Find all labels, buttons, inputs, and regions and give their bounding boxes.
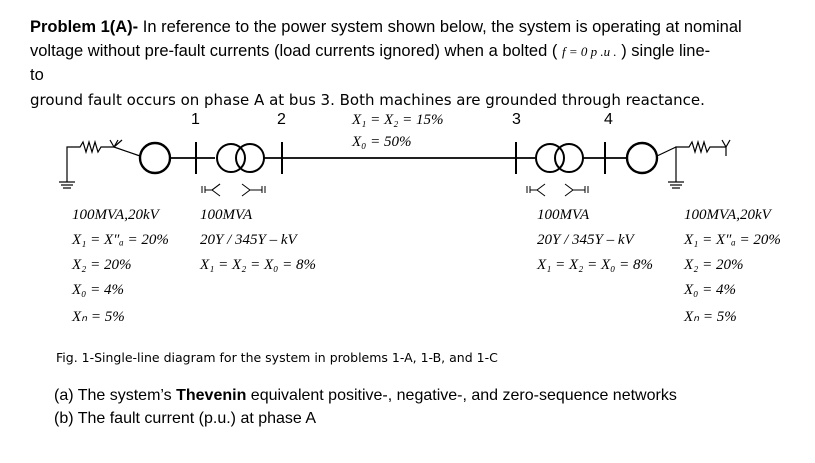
line-x0: X₀ = 50%: [352, 134, 412, 150]
problem-line-1-text: In reference to the power system shown below, the system is operating at nominal: [138, 18, 742, 36]
right-transformer-icon: [536, 144, 583, 172]
tx-left-reactance: X₁ = X₂ = X₀ = 8%: [200, 257, 316, 273]
question-a: [54, 387, 677, 405]
tx-right-voltage: 20Y / 345Y – kV: [537, 232, 634, 248]
right-neutral-reactor-icon: [657, 140, 730, 170]
gen-left-rating: 100MVA,20kV: [72, 207, 159, 223]
tx-left-voltage: 20Y / 345Y – kV: [200, 232, 297, 248]
gen-left-x2: X₂ = 20%: [72, 257, 132, 273]
problem-line-3: to: [30, 66, 44, 84]
left-yy-symbol-icon: [202, 184, 265, 196]
bus-2-label: 2: [277, 111, 286, 128]
question-a-prefix: (a) The system’s: [54, 387, 177, 404]
question-a-suffix: equivalent positive-, negative-, and zero-sequence networks: [246, 387, 677, 404]
tx-left-rating: 100MVA: [200, 207, 253, 223]
right-yy-symbol-icon: [527, 184, 588, 196]
bus-1-label: 1: [191, 111, 200, 128]
left-ground-icon: [59, 158, 75, 188]
right-generator-icon: [627, 143, 657, 173]
gen-left-x0: X₀ = 4%: [72, 282, 124, 298]
line-x1x2: X₁ = X₂ = 15%: [352, 112, 444, 128]
problem-line-2-text: voltage without pre-fault currents (load currents ignored) when a bolted (: [30, 42, 558, 60]
figure-caption: Fig. 1-Single-line diagram for the system in problems 1-A, 1-B, and 1-C: [56, 350, 498, 365]
tx-right-rating: 100MVA: [537, 207, 590, 223]
fault-impedance-math: f = 0 p .u .: [561, 44, 617, 59]
problem-line-4: ground fault occurs on phase A at bus 3. Both machines are grounded through reactance.: [30, 91, 705, 109]
bus-4-label: 4: [604, 111, 613, 128]
problem-line-2-end: ) single line-: [621, 42, 711, 60]
tx-right-reactance: X₁ = X₂ = X₀ = 8%: [537, 257, 653, 273]
gen-right-x0: X₀ = 4%: [684, 282, 736, 298]
problem-title: Problem 1(A)-: [30, 18, 139, 36]
question-b: (b) The fault current (p.u.) at phase A: [54, 410, 317, 427]
left-neutral-reactor-icon: [67, 140, 140, 158]
question-a-bold: Thevenin: [176, 387, 247, 404]
gen-right-xn: Xₙ = 5%: [684, 309, 737, 325]
left-transformer-icon: [217, 144, 264, 172]
gen-right-x2: X₂ = 20%: [684, 257, 744, 273]
gen-right-rating: 100MVA,20kV: [684, 207, 771, 223]
left-generator-icon: [140, 143, 170, 173]
gen-left-xn: Xₙ = 5%: [72, 309, 125, 325]
gen-right-x1: X₁ = X″ₐ = 20%: [684, 232, 781, 248]
right-ground-icon: [668, 170, 684, 188]
gen-left-x1: X₁ = X″ₐ = 20%: [72, 232, 169, 248]
bus-3-label: 3: [512, 111, 521, 128]
